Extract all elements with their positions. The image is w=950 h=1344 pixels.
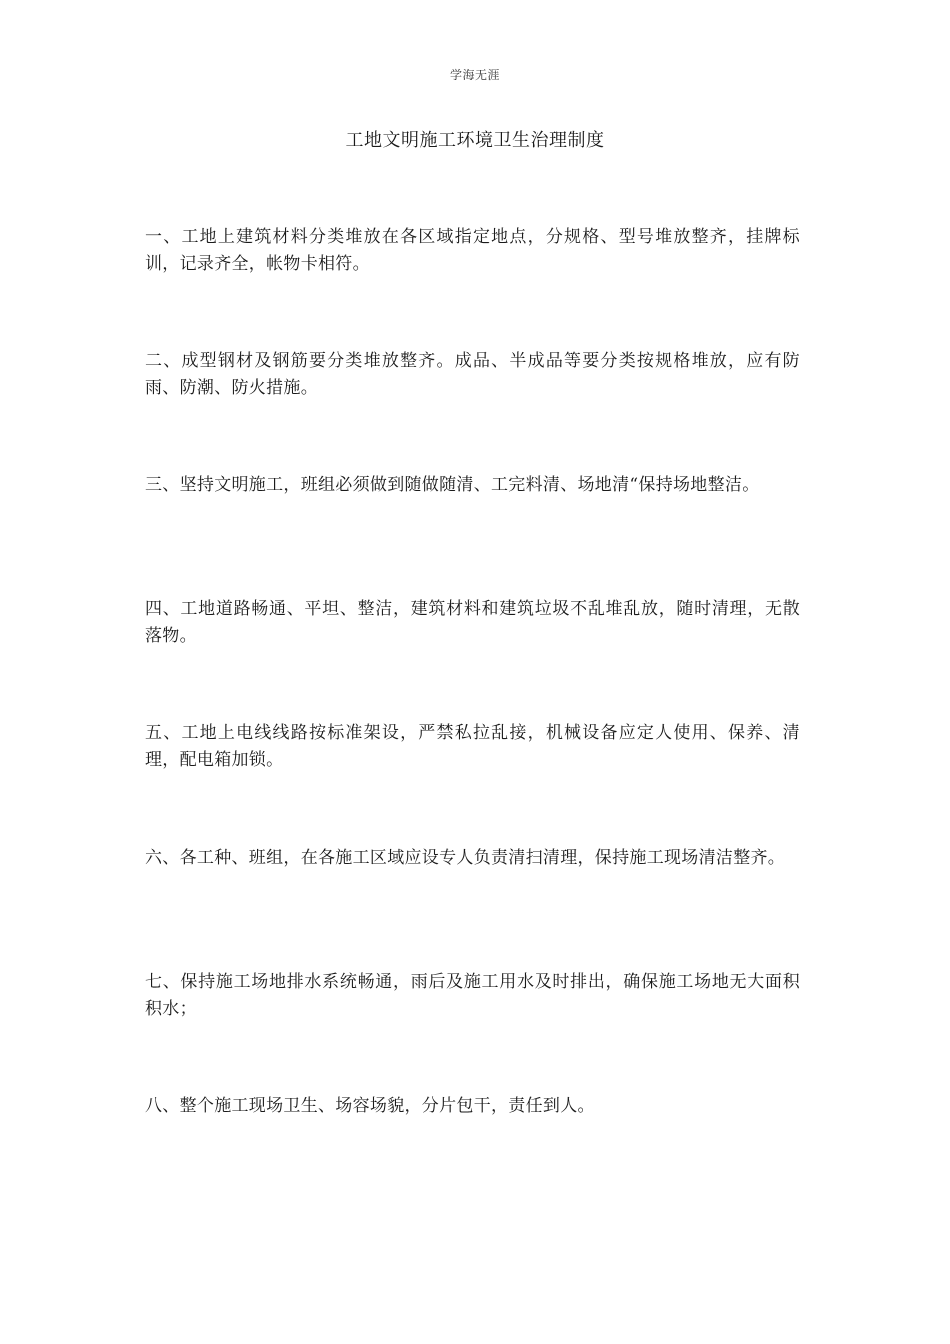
clause-6: 六、各工种、班组，在各施工区域应设专人负责清扫清理，保持施工现场清洁整齐。 xyxy=(145,848,786,868)
clause-7: 七、保持施工场地排水系统畅通，雨后及施工用水及时排出，确保施工场地无大面积积水； xyxy=(145,972,800,1019)
document-title: 工地文明施工环境卫生治理制度 xyxy=(345,130,605,151)
clause-1: 一、工地上建筑材料分类堆放在各区域指定地点，分规格、型号堆放整齐，挂牌标训，记录齐全，帐物卡相符。 xyxy=(145,227,800,274)
clause-2: 二、成型钢材及钢筋要分类堆放整齐。成品、半成品等要分类按规格堆放，应有防雨、防潮、防火措施。 xyxy=(145,351,800,398)
clause-8: 八、整个施工现场卫生、场容场貌，分片包干，责任到人。 xyxy=(145,1096,595,1116)
page-header: 学海无涯 xyxy=(449,68,500,82)
clause-5: 五、工地上电线线路按标准架设，严禁私拉乱接，机械设备应定人使用、保养、清理，配电箱加锁。 xyxy=(145,723,800,770)
clause-3: 三、坚持文明施工，班组必须做到随做随清、工完料清、场地清“保持场地整洁。 xyxy=(145,475,760,495)
clause-4: 四、工地道路畅通、平坦、整洁，建筑材料和建筑垃圾不乱堆乱放，随时清理，无散落物。 xyxy=(145,599,800,646)
